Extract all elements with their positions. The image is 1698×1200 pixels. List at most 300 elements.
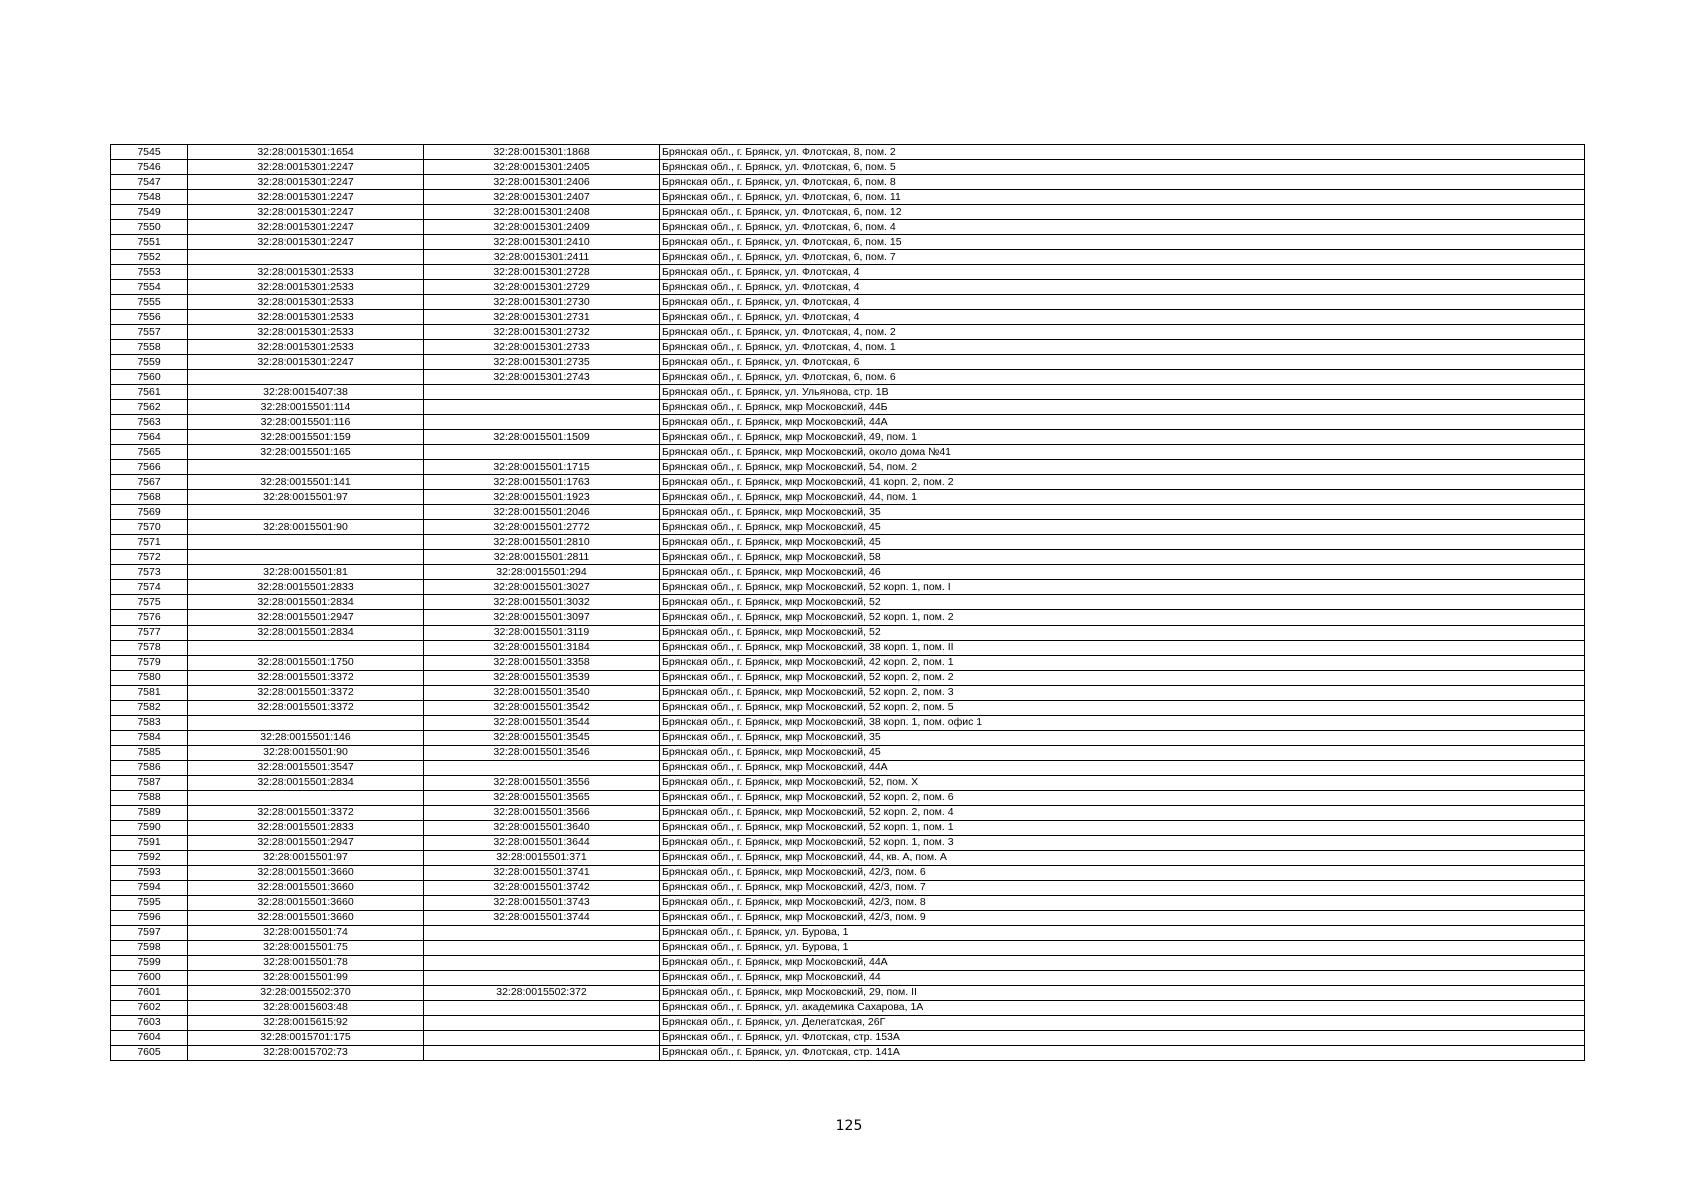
table-row xyxy=(111,685,1585,700)
table-row xyxy=(111,340,1585,355)
parent-cadastral-number-cell xyxy=(188,715,424,730)
parent-cadastral-number-cell: 32:28:0015301:2533 xyxy=(188,265,424,280)
parent-cadastral-number-cell: 32:28:0015301:2533 xyxy=(188,325,424,340)
parent-cadastral-number-cell: 32:28:0015501:1750 xyxy=(188,655,424,670)
cadastral-number-cell xyxy=(424,1045,660,1060)
address-cell: Брянская обл., г. Брянск, ул. Делегатская, 26Г xyxy=(660,1015,1585,1030)
table-row xyxy=(111,505,1585,520)
cadastral-number-cell: 32:28:0015501:3542 xyxy=(424,700,660,715)
parent-cadastral-number-cell: 32:28:0015301:2247 xyxy=(188,175,424,190)
row-number-cell: 7597 xyxy=(111,925,188,940)
row-number-cell: 7566 xyxy=(111,460,188,475)
table-row xyxy=(111,160,1585,175)
cadastral-number-cell: 32:28:0015301:2731 xyxy=(424,310,660,325)
parent-cadastral-number-cell: 32:28:0015701:175 xyxy=(188,1030,424,1045)
parent-cadastral-number-cell: 32:28:0015501:3372 xyxy=(188,805,424,820)
table-row xyxy=(111,490,1585,505)
address-cell: Брянская обл., г. Брянск, ул. Флотская, 6, пом. 5 xyxy=(660,160,1585,175)
address-cell: Брянская обл., г. Брянск, ул. Флотская, 6, пом. 15 xyxy=(660,235,1585,250)
cadastral-number-cell: 32:28:0015301:1868 xyxy=(424,145,660,160)
row-number-cell: 7554 xyxy=(111,280,188,295)
address-cell: Брянская обл., г. Брянск, мкр Московский, 42/3, пом. 7 xyxy=(660,880,1585,895)
row-number-cell: 7593 xyxy=(111,865,188,880)
table-row xyxy=(111,1015,1585,1030)
cadastral-number-cell: 32:28:0015501:2810 xyxy=(424,535,660,550)
table-row xyxy=(111,355,1585,370)
address-cell: Брянская обл., г. Брянск, мкр Московский, 38 корп. 1, пом. офис 1 xyxy=(660,715,1585,730)
address-cell: Брянская обл., г. Брянск, мкр Московский, 38 корп. 1, пом. II xyxy=(660,640,1585,655)
cadastral-number-cell: 32:28:0015501:2772 xyxy=(424,520,660,535)
parent-cadastral-number-cell: 32:28:0015702:73 xyxy=(188,1045,424,1060)
cadastral-number-cell: 32:28:0015501:3556 xyxy=(424,775,660,790)
row-number-cell: 7592 xyxy=(111,850,188,865)
table-row xyxy=(111,475,1585,490)
parent-cadastral-number-cell: 32:28:0015501:75 xyxy=(188,940,424,955)
row-number-cell: 7578 xyxy=(111,640,188,655)
address-cell: Брянская обл., г. Брянск, ул. Флотская, 6, пом. 12 xyxy=(660,205,1585,220)
table-row xyxy=(111,145,1585,160)
cadastral-number-cell xyxy=(424,925,660,940)
address-cell: Брянская обл., г. Брянск, мкр Московский, 42/3, пом. 6 xyxy=(660,865,1585,880)
row-number-cell: 7582 xyxy=(111,700,188,715)
parent-cadastral-number-cell: 32:28:0015501:116 xyxy=(188,415,424,430)
address-cell: Брянская обл., г. Брянск, мкр Московский, 52 корп. 1, пом. 2 xyxy=(660,610,1585,625)
cadastral-number-cell: 32:28:0015301:2405 xyxy=(424,160,660,175)
register-table-body xyxy=(111,145,1585,1061)
table-row xyxy=(111,775,1585,790)
address-cell: Брянская обл., г. Брянск, мкр Московский, 42/3, пом. 8 xyxy=(660,895,1585,910)
row-number-cell: 7569 xyxy=(111,505,188,520)
cadastral-number-cell: 32:28:0015501:3544 xyxy=(424,715,660,730)
table-row xyxy=(111,970,1585,985)
row-number-cell: 7590 xyxy=(111,820,188,835)
parent-cadastral-number-cell: 32:28:0015501:90 xyxy=(188,745,424,760)
address-cell: Брянская обл., г. Брянск, мкр Московский, около дома №41 xyxy=(660,445,1585,460)
table-row xyxy=(111,550,1585,565)
parent-cadastral-number-cell: 32:28:0015501:2834 xyxy=(188,625,424,640)
table-row xyxy=(111,280,1585,295)
cadastral-number-cell: 32:28:0015501:3540 xyxy=(424,685,660,700)
row-number-cell: 7576 xyxy=(111,610,188,625)
parent-cadastral-number-cell: 32:28:0015501:3660 xyxy=(188,880,424,895)
cadastral-number-cell: 32:28:0015301:2732 xyxy=(424,325,660,340)
cadastral-number-cell: 32:28:0015301:2406 xyxy=(424,175,660,190)
table-row xyxy=(111,325,1585,340)
parent-cadastral-number-cell xyxy=(188,790,424,805)
table-row xyxy=(111,595,1585,610)
parent-cadastral-number-cell xyxy=(188,550,424,565)
address-cell: Брянская обл., г. Брянск, мкр Московский, 44Б xyxy=(660,400,1585,415)
cadastral-number-cell xyxy=(424,970,660,985)
cadastral-number-cell: 32:28:0015301:2728 xyxy=(424,265,660,280)
parent-cadastral-number-cell: 32:28:0015501:2834 xyxy=(188,775,424,790)
cadastral-number-cell xyxy=(424,1000,660,1015)
parent-cadastral-number-cell: 32:28:0015301:2247 xyxy=(188,220,424,235)
parent-cadastral-number-cell: 32:28:0015615:92 xyxy=(188,1015,424,1030)
parent-cadastral-number-cell xyxy=(188,640,424,655)
address-cell: Брянская обл., г. Брянск, мкр Московский, 58 xyxy=(660,550,1585,565)
address-cell: Брянская обл., г. Брянск, мкр Московский, 54, пом. 2 xyxy=(660,460,1585,475)
parent-cadastral-number-cell: 32:28:0015501:2947 xyxy=(188,610,424,625)
row-number-cell: 7549 xyxy=(111,205,188,220)
parent-cadastral-number-cell: 32:28:0015501:3660 xyxy=(188,895,424,910)
parent-cadastral-number-cell: 32:28:0015501:97 xyxy=(188,850,424,865)
row-number-cell: 7545 xyxy=(111,145,188,160)
cadastral-number-cell: 32:28:0015501:3566 xyxy=(424,805,660,820)
row-number-cell: 7562 xyxy=(111,400,188,415)
table-row xyxy=(111,430,1585,445)
parent-cadastral-number-cell: 32:28:0015501:2833 xyxy=(188,580,424,595)
address-cell: Брянская обл., г. Брянск, мкр Московский, 45 xyxy=(660,745,1585,760)
row-number-cell: 7553 xyxy=(111,265,188,280)
table-row xyxy=(111,835,1585,850)
table-row xyxy=(111,850,1585,865)
parent-cadastral-number-cell: 32:28:0015501:3660 xyxy=(188,865,424,880)
row-number-cell: 7595 xyxy=(111,895,188,910)
cadastral-number-cell: 32:28:0015301:2408 xyxy=(424,205,660,220)
cadastral-number-cell: 32:28:0015501:3358 xyxy=(424,655,660,670)
cadastral-number-cell xyxy=(424,400,660,415)
address-cell: Брянская обл., г. Брянск, ул. Флотская, 4 xyxy=(660,265,1585,280)
address-cell: Брянская обл., г. Брянск, ул. Флотская, 6, пом. 6 xyxy=(660,370,1585,385)
row-number-cell: 7561 xyxy=(111,385,188,400)
row-number-cell: 7577 xyxy=(111,625,188,640)
cadastral-number-cell: 32:28:0015501:2046 xyxy=(424,505,660,520)
table-row xyxy=(111,1000,1585,1015)
address-cell: Брянская обл., г. Брянск, ул. Флотская, стр. 141А xyxy=(660,1045,1585,1060)
cadastral-number-cell xyxy=(424,1015,660,1030)
row-number-cell: 7546 xyxy=(111,160,188,175)
address-cell: Брянская обл., г. Брянск, ул. Флотская, 6, пом. 7 xyxy=(660,250,1585,265)
row-number-cell: 7605 xyxy=(111,1045,188,1060)
table-row xyxy=(111,745,1585,760)
address-cell: Брянская обл., г. Брянск, мкр Московский, 35 xyxy=(660,505,1585,520)
cadastral-number-cell: 32:28:0015501:3027 xyxy=(424,580,660,595)
row-number-cell: 7586 xyxy=(111,760,188,775)
table-row xyxy=(111,715,1585,730)
parent-cadastral-number-cell: 32:28:0015301:2533 xyxy=(188,310,424,325)
cadastral-number-cell: 32:28:0015501:3744 xyxy=(424,910,660,925)
table-row xyxy=(111,925,1585,940)
row-number-cell: 7568 xyxy=(111,490,188,505)
row-number-cell: 7600 xyxy=(111,970,188,985)
row-number-cell: 7560 xyxy=(111,370,188,385)
address-cell: Брянская обл., г. Брянск, мкр Московский, 52 корп. 1, пом. I xyxy=(660,580,1585,595)
row-number-cell: 7587 xyxy=(111,775,188,790)
parent-cadastral-number-cell: 32:28:0015501:141 xyxy=(188,475,424,490)
row-number-cell: 7583 xyxy=(111,715,188,730)
address-cell: Брянская обл., г. Брянск, мкр Московский, 52 корп. 2, пом. 5 xyxy=(660,700,1585,715)
address-cell: Брянская обл., г. Брянск, мкр Московский, 45 xyxy=(660,535,1585,550)
parent-cadastral-number-cell: 32:28:0015501:3372 xyxy=(188,700,424,715)
parent-cadastral-number-cell: 32:28:0015301:2533 xyxy=(188,295,424,310)
table-row xyxy=(111,865,1585,880)
address-cell: Брянская обл., г. Брянск, ул. Флотская, 4 xyxy=(660,310,1585,325)
cadastral-number-cell xyxy=(424,445,660,460)
cadastral-number-cell: 32:28:0015501:1923 xyxy=(424,490,660,505)
table-row xyxy=(111,880,1585,895)
address-cell: Брянская обл., г. Брянск, мкр Московский, 52 корп. 1, пом. 3 xyxy=(660,835,1585,850)
address-cell: Брянская обл., г. Брянск, мкр Московский, 52 корп. 2, пом. 2 xyxy=(660,670,1585,685)
parent-cadastral-number-cell: 32:28:0015502:370 xyxy=(188,985,424,1000)
row-number-cell: 7591 xyxy=(111,835,188,850)
row-number-cell: 7589 xyxy=(111,805,188,820)
address-cell: Брянская обл., г. Брянск, ул. Флотская, 8, пом. 2 xyxy=(660,145,1585,160)
cadastral-number-cell: 32:28:0015301:2730 xyxy=(424,295,660,310)
cadastral-number-cell xyxy=(424,385,660,400)
parent-cadastral-number-cell: 32:28:0015501:97 xyxy=(188,490,424,505)
parent-cadastral-number-cell: 32:28:0015501:2833 xyxy=(188,820,424,835)
address-cell: Брянская обл., г. Брянск, мкр Московский, 49, пом. 1 xyxy=(660,430,1585,445)
address-cell: Брянская обл., г. Брянск, ул. Флотская, 6, пом. 4 xyxy=(660,220,1585,235)
table-row xyxy=(111,730,1585,745)
table-row xyxy=(111,895,1585,910)
parent-cadastral-number-cell xyxy=(188,505,424,520)
table-row xyxy=(111,265,1585,280)
cadastral-number-cell: 32:28:0015301:2407 xyxy=(424,190,660,205)
cadastral-number-cell: 32:28:0015501:3565 xyxy=(424,790,660,805)
row-number-cell: 7558 xyxy=(111,340,188,355)
row-number-cell: 7598 xyxy=(111,940,188,955)
parent-cadastral-number-cell xyxy=(188,460,424,475)
table-row xyxy=(111,910,1585,925)
table-row xyxy=(111,985,1585,1000)
table-row xyxy=(111,805,1585,820)
property-register-table xyxy=(110,144,1585,1061)
table-row xyxy=(111,460,1585,475)
parent-cadastral-number-cell: 32:28:0015501:3372 xyxy=(188,670,424,685)
address-cell: Брянская обл., г. Брянск, ул. Ульянова, стр. 1В xyxy=(660,385,1585,400)
cadastral-number-cell: 32:28:0015301:2410 xyxy=(424,235,660,250)
address-cell: Брянская обл., г. Брянск, мкр Московский, 52 xyxy=(660,595,1585,610)
address-cell: Брянская обл., г. Брянск, мкр Московский, 42/3, пом. 9 xyxy=(660,910,1585,925)
row-number-cell: 7588 xyxy=(111,790,188,805)
address-cell: Брянская обл., г. Брянск, ул. Бурова, 1 xyxy=(660,925,1585,940)
row-number-cell: 7548 xyxy=(111,190,188,205)
parent-cadastral-number-cell xyxy=(188,250,424,265)
cadastral-number-cell: 32:28:0015501:3545 xyxy=(424,730,660,745)
table-row xyxy=(111,175,1585,190)
parent-cadastral-number-cell: 32:28:0015603:48 xyxy=(188,1000,424,1015)
table-row xyxy=(111,700,1585,715)
address-cell: Брянская обл., г. Брянск, мкр Московский, 52 корп. 1, пом. 1 xyxy=(660,820,1585,835)
parent-cadastral-number-cell: 32:28:0015501:165 xyxy=(188,445,424,460)
cadastral-number-cell: 32:28:0015501:3743 xyxy=(424,895,660,910)
row-number-cell: 7599 xyxy=(111,955,188,970)
row-number-cell: 7602 xyxy=(111,1000,188,1015)
row-number-cell: 7573 xyxy=(111,565,188,580)
cadastral-number-cell: 32:28:0015301:2743 xyxy=(424,370,660,385)
address-cell: Брянская обл., г. Брянск, мкр Московский, 45 xyxy=(660,520,1585,535)
table-row xyxy=(111,520,1585,535)
address-cell: Брянская обл., г. Брянск, ул. Флотская, 4, пом. 2 xyxy=(660,325,1585,340)
cadastral-number-cell: 32:28:0015501:3032 xyxy=(424,595,660,610)
cadastral-number-cell: 32:28:0015501:3644 xyxy=(424,835,660,850)
parent-cadastral-number-cell: 32:28:0015501:74 xyxy=(188,925,424,940)
parent-cadastral-number-cell: 32:28:0015301:1654 xyxy=(188,145,424,160)
parent-cadastral-number-cell: 32:28:0015501:81 xyxy=(188,565,424,580)
address-cell: Брянская обл., г. Брянск, ул. Флотская, стр. 153А xyxy=(660,1030,1585,1045)
address-cell: Брянская обл., г. Брянск, мкр Московский, 52 корп. 2, пом. 6 xyxy=(660,790,1585,805)
table-row xyxy=(111,190,1585,205)
cadastral-number-cell: 32:28:0015502:372 xyxy=(424,985,660,1000)
table-row xyxy=(111,400,1585,415)
cadastral-number-cell: 32:28:0015501:3184 xyxy=(424,640,660,655)
row-number-cell: 7581 xyxy=(111,685,188,700)
address-cell: Брянская обл., г. Брянск, ул. Флотская, 4 xyxy=(660,295,1585,310)
cadastral-number-cell: 32:28:0015301:2729 xyxy=(424,280,660,295)
row-number-cell: 7604 xyxy=(111,1030,188,1045)
row-number-cell: 7563 xyxy=(111,415,188,430)
address-cell: Брянская обл., г. Брянск, ул. Флотская, 6, пом. 11 xyxy=(660,190,1585,205)
table-row xyxy=(111,670,1585,685)
table-row xyxy=(111,295,1585,310)
cadastral-number-cell: 32:28:0015501:1509 xyxy=(424,430,660,445)
parent-cadastral-number-cell: 32:28:0015501:159 xyxy=(188,430,424,445)
address-cell: Брянская обл., г. Брянск, мкр Московский, 44, пом. 1 xyxy=(660,490,1585,505)
parent-cadastral-number-cell: 32:28:0015501:146 xyxy=(188,730,424,745)
parent-cadastral-number-cell: 32:28:0015301:2533 xyxy=(188,340,424,355)
parent-cadastral-number-cell: 32:28:0015501:3372 xyxy=(188,685,424,700)
row-number-cell: 7603 xyxy=(111,1015,188,1030)
table-row xyxy=(111,790,1585,805)
row-number-cell: 7575 xyxy=(111,595,188,610)
address-cell: Брянская обл., г. Брянск, ул. Флотская, 6, пом. 8 xyxy=(660,175,1585,190)
row-number-cell: 7564 xyxy=(111,430,188,445)
cadastral-number-cell xyxy=(424,940,660,955)
address-cell: Брянская обл., г. Брянск, мкр Московский, 52, пом. X xyxy=(660,775,1585,790)
table-row xyxy=(111,415,1585,430)
table-row xyxy=(111,535,1585,550)
table-row xyxy=(111,385,1585,400)
address-cell: Брянская обл., г. Брянск, мкр Московский, 44, кв. А, пом. А xyxy=(660,850,1585,865)
parent-cadastral-number-cell: 32:28:0015501:99 xyxy=(188,970,424,985)
address-cell: Брянская обл., г. Брянск, мкр Московский, 52 корп. 2, пом. 3 xyxy=(660,685,1585,700)
parent-cadastral-number-cell: 32:28:0015407:38 xyxy=(188,385,424,400)
cadastral-number-cell: 32:28:0015501:371 xyxy=(424,850,660,865)
parent-cadastral-number-cell: 32:28:0015301:2247 xyxy=(188,355,424,370)
row-number-cell: 7552 xyxy=(111,250,188,265)
address-cell: Брянская обл., г. Брянск, мкр Московский, 52 корп. 2, пом. 4 xyxy=(660,805,1585,820)
address-cell: Брянская обл., г. Брянск, ул. Флотская, 6 xyxy=(660,355,1585,370)
cadastral-number-cell xyxy=(424,760,660,775)
row-number-cell: 7572 xyxy=(111,550,188,565)
table-row xyxy=(111,940,1585,955)
cadastral-number-cell: 32:28:0015301:2735 xyxy=(424,355,660,370)
table-row xyxy=(111,445,1585,460)
cadastral-number-cell xyxy=(424,955,660,970)
cadastral-number-cell: 32:28:0015501:3741 xyxy=(424,865,660,880)
row-number-cell: 7567 xyxy=(111,475,188,490)
address-cell: Брянская обл., г. Брянск, ул. Бурова, 1 xyxy=(660,940,1585,955)
parent-cadastral-number-cell: 32:28:0015501:90 xyxy=(188,520,424,535)
address-cell: Брянская обл., г. Брянск, мкр Московский, 29, пом. II xyxy=(660,985,1585,1000)
parent-cadastral-number-cell: 32:28:0015501:2834 xyxy=(188,595,424,610)
cadastral-number-cell: 32:28:0015301:2409 xyxy=(424,220,660,235)
cadastral-number-cell: 32:28:0015501:3539 xyxy=(424,670,660,685)
table-row xyxy=(111,655,1585,670)
parent-cadastral-number-cell: 32:28:0015301:2247 xyxy=(188,160,424,175)
parent-cadastral-number-cell: 32:28:0015501:78 xyxy=(188,955,424,970)
row-number-cell: 7574 xyxy=(111,580,188,595)
table-row xyxy=(111,250,1585,265)
table-row xyxy=(111,370,1585,385)
table-row xyxy=(111,580,1585,595)
parent-cadastral-number-cell: 32:28:0015501:3660 xyxy=(188,910,424,925)
row-number-cell: 7594 xyxy=(111,880,188,895)
row-number-cell: 7550 xyxy=(111,220,188,235)
table-row xyxy=(111,1045,1585,1060)
parent-cadastral-number-cell: 32:28:0015301:2247 xyxy=(188,235,424,250)
row-number-cell: 7559 xyxy=(111,355,188,370)
address-cell: Брянская обл., г. Брянск, мкр Московский, 44 xyxy=(660,970,1585,985)
table-row xyxy=(111,235,1585,250)
parent-cadastral-number-cell: 32:28:0015301:2247 xyxy=(188,190,424,205)
row-number-cell: 7584 xyxy=(111,730,188,745)
cadastral-number-cell: 32:28:0015301:2733 xyxy=(424,340,660,355)
address-cell: Брянская обл., г. Брянск, ул. Флотская, 4 xyxy=(660,280,1585,295)
page-number: 125 xyxy=(835,1118,863,1134)
address-cell: Брянская обл., г. Брянск, мкр Московский, 44А xyxy=(660,415,1585,430)
parent-cadastral-number-cell xyxy=(188,370,424,385)
address-cell: Брянская обл., г. Брянск, мкр Московский, 44А xyxy=(660,760,1585,775)
table-row xyxy=(111,955,1585,970)
cadastral-number-cell: 32:28:0015501:1715 xyxy=(424,460,660,475)
table-row xyxy=(111,820,1585,835)
table-row xyxy=(111,220,1585,235)
address-cell: Брянская обл., г. Брянск, мкр Московский, 52 xyxy=(660,625,1585,640)
parent-cadastral-number-cell: 32:28:0015501:3547 xyxy=(188,760,424,775)
table-row xyxy=(111,610,1585,625)
row-number-cell: 7585 xyxy=(111,745,188,760)
table-row xyxy=(111,640,1585,655)
row-number-cell: 7551 xyxy=(111,235,188,250)
table-row xyxy=(111,205,1585,220)
row-number-cell: 7596 xyxy=(111,910,188,925)
cadastral-number-cell: 32:28:0015501:2811 xyxy=(424,550,660,565)
cadastral-number-cell xyxy=(424,415,660,430)
row-number-cell: 7570 xyxy=(111,520,188,535)
address-cell: Брянская обл., г. Брянск, мкр Московский, 41 корп. 2, пом. 2 xyxy=(660,475,1585,490)
cadastral-number-cell xyxy=(424,1030,660,1045)
parent-cadastral-number-cell: 32:28:0015501:2947 xyxy=(188,835,424,850)
row-number-cell: 7547 xyxy=(111,175,188,190)
row-number-cell: 7580 xyxy=(111,670,188,685)
row-number-cell: 7557 xyxy=(111,325,188,340)
row-number-cell: 7571 xyxy=(111,535,188,550)
cadastral-number-cell: 32:28:0015501:3119 xyxy=(424,625,660,640)
address-cell: Брянская обл., г. Брянск, ул. Флотская, 4, пом. 1 xyxy=(660,340,1585,355)
address-cell: Брянская обл., г. Брянск, мкр Московский, 35 xyxy=(660,730,1585,745)
table-row xyxy=(111,310,1585,325)
cadastral-number-cell: 32:28:0015301:2411 xyxy=(424,250,660,265)
parent-cadastral-number-cell: 32:28:0015301:2533 xyxy=(188,280,424,295)
parent-cadastral-number-cell xyxy=(188,535,424,550)
row-number-cell: 7565 xyxy=(111,445,188,460)
table-row xyxy=(111,565,1585,580)
table-row xyxy=(111,760,1585,775)
row-number-cell: 7556 xyxy=(111,310,188,325)
table-row xyxy=(111,1030,1585,1045)
cadastral-number-cell: 32:28:0015501:3546 xyxy=(424,745,660,760)
row-number-cell: 7555 xyxy=(111,295,188,310)
address-cell: Брянская обл., г. Брянск, мкр Московский, 42 корп. 2, пом. 1 xyxy=(660,655,1585,670)
parent-cadastral-number-cell: 32:28:0015501:114 xyxy=(188,400,424,415)
cadastral-number-cell: 32:28:0015501:3097 xyxy=(424,610,660,625)
row-number-cell: 7579 xyxy=(111,655,188,670)
cadastral-number-cell: 32:28:0015501:3640 xyxy=(424,820,660,835)
address-cell: Брянская обл., г. Брянск, мкр Московский, 46 xyxy=(660,565,1585,580)
